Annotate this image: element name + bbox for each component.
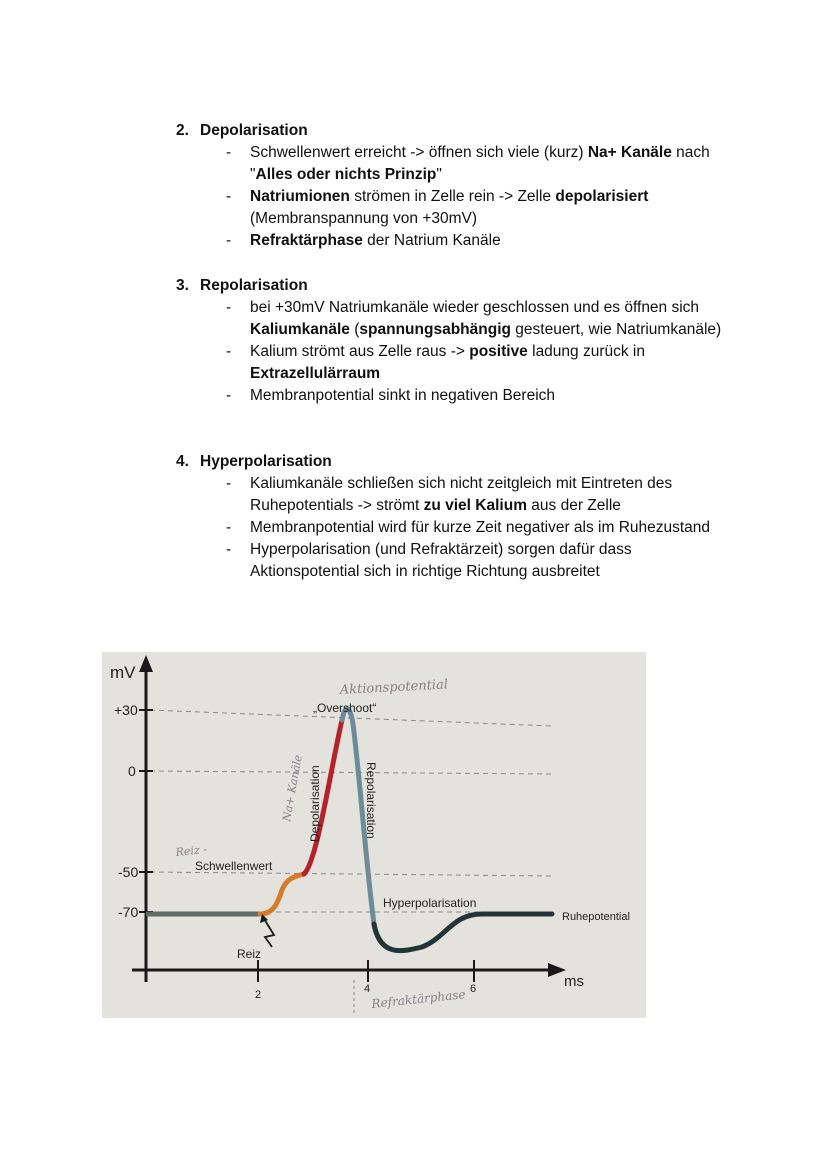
bullet-dash: - — [226, 299, 232, 316]
text-run: aus der Zelle — [526, 497, 621, 514]
bullet-text — [250, 475, 672, 514]
action-potential-diagram — [102, 652, 646, 1018]
depolarisation-label: Depolarisation — [308, 765, 322, 842]
y-unit-label: mV — [110, 663, 136, 682]
stimulus-lightning-icon — [264, 918, 274, 947]
bold-text: Alles oder nichts Prinzip — [255, 166, 437, 183]
bullet-item — [176, 539, 736, 583]
y-tick-label: 0 — [128, 763, 136, 779]
x-tick-label: 2 — [255, 989, 262, 1001]
handwritten-reiz-note: Reiz - — [174, 842, 208, 859]
x-unit-label: ms — [564, 973, 584, 990]
section-depolarisation — [176, 120, 736, 252]
bullet-dash: - — [226, 343, 232, 360]
text-run: ( — [349, 321, 360, 338]
bullet-text — [250, 343, 645, 382]
text-run: ladung zurück in — [527, 343, 645, 360]
bullet-item — [176, 142, 736, 186]
bold-text: Na+ Kanäle — [587, 144, 672, 161]
hyperpolarisation-curve — [374, 914, 552, 951]
text-run: bei +30mV Natriumkanäle wieder geschlossen und es öffnen sich — [250, 299, 700, 316]
bullet-text — [250, 387, 555, 404]
bullet-dash: - — [226, 387, 232, 404]
bullet-text — [250, 519, 710, 536]
bullet-item — [176, 297, 736, 341]
action-potential-figure — [102, 652, 646, 1018]
text-run: der Natrium Kanäle — [362, 232, 501, 249]
bullet-dash: - — [226, 144, 232, 161]
text-run: " — [436, 166, 442, 183]
bold-text: Kaliumkanäle — [250, 321, 350, 338]
y-tick-label: -50 — [118, 864, 139, 880]
text-run: Kaliumkanäle schließen sich nicht zeitgleich mit Eintreten des Ruhepotentials -> strömt — [250, 475, 673, 514]
bold-text: positive — [469, 343, 528, 360]
bullet-text — [250, 299, 721, 338]
y-tick-label: +30 — [114, 702, 138, 718]
text-run: gesteuert, wie Natriumkanäle) — [510, 321, 722, 338]
text-run: Hyperpolarisation (und Refraktärzeit) sorgen dafür dass Aktionspotential sich in richtige Richtung ausbreitet — [250, 541, 632, 580]
bullet-dash: - — [226, 188, 232, 205]
section-title: 4. Hyperpolarisation — [176, 453, 332, 470]
handwritten-na-channels: Na+ Kanäle — [280, 753, 305, 823]
ruhepotential-label: Ruhepotential — [562, 911, 630, 923]
y-tick-label: -70 — [118, 904, 139, 920]
bold-text: Extrazellulärraum — [250, 365, 381, 382]
bullet-dash: - — [226, 541, 232, 558]
bullet-text — [250, 188, 648, 227]
bold-text: zu viel Kalium — [423, 497, 527, 514]
threshold-rise-curve — [260, 874, 304, 914]
hyperpolarisation-label: Hyperpolarisation — [383, 896, 477, 910]
text-run: (Membranspannung von +30mV) — [250, 210, 478, 227]
bullet-item — [176, 341, 736, 385]
bold-text: Natriumionen — [250, 188, 350, 205]
bullet-dash: - — [226, 475, 232, 492]
schwellenwert-label: Schwellenwert — [195, 859, 273, 873]
text-run: Membranpotential sinkt in negativen Bereich — [250, 387, 556, 404]
handwritten-aktionspotential: Aktionspotential — [339, 677, 449, 698]
gridline-zero — [150, 771, 552, 774]
text-run: Schwellenwert erreicht -> öffnen sich viele (kurz) — [250, 144, 588, 161]
bullet-text — [250, 541, 632, 580]
text-run: strömen in Zelle rein -> Zelle — [349, 188, 556, 205]
bullet-item — [176, 517, 736, 539]
bullet-item — [176, 473, 736, 517]
repolarisation-label: Repolarisation — [364, 762, 378, 839]
overshoot-label: „Overshoot“ — [313, 701, 377, 715]
handwritten-refraktaerphase: Refraktärphase — [370, 987, 467, 1011]
bullet-item — [176, 230, 736, 252]
section-hyperpolarisation — [176, 451, 736, 583]
section-title: 2. Depolarisation — [176, 122, 308, 139]
text-run: nach " — [250, 144, 710, 183]
bold-text: Refraktärphase — [250, 232, 363, 249]
reiz-label: Reiz — [237, 947, 262, 961]
bullet-dash: - — [226, 232, 232, 249]
bullet-item — [176, 186, 736, 230]
section-repolarisation — [176, 275, 736, 407]
bold-text: spannungsabhängig — [359, 321, 511, 338]
bullet-text — [250, 144, 710, 183]
text-run: Kalium strömt aus Zelle raus -> — [250, 343, 470, 360]
section-title: 3. Repolarisation — [176, 277, 308, 294]
x-tick-label: 4 — [364, 983, 371, 995]
y-axis-arrow-icon — [139, 655, 153, 672]
text-run: Membranpotential wird für kurze Zeit negativer als im Ruhezustand — [250, 519, 711, 536]
x-tick-label: 6 — [470, 983, 477, 995]
bullet-text — [250, 232, 501, 249]
bullet-item — [176, 385, 736, 407]
bold-text: depolarisiert — [555, 188, 649, 205]
bullet-dash: - — [226, 519, 232, 536]
